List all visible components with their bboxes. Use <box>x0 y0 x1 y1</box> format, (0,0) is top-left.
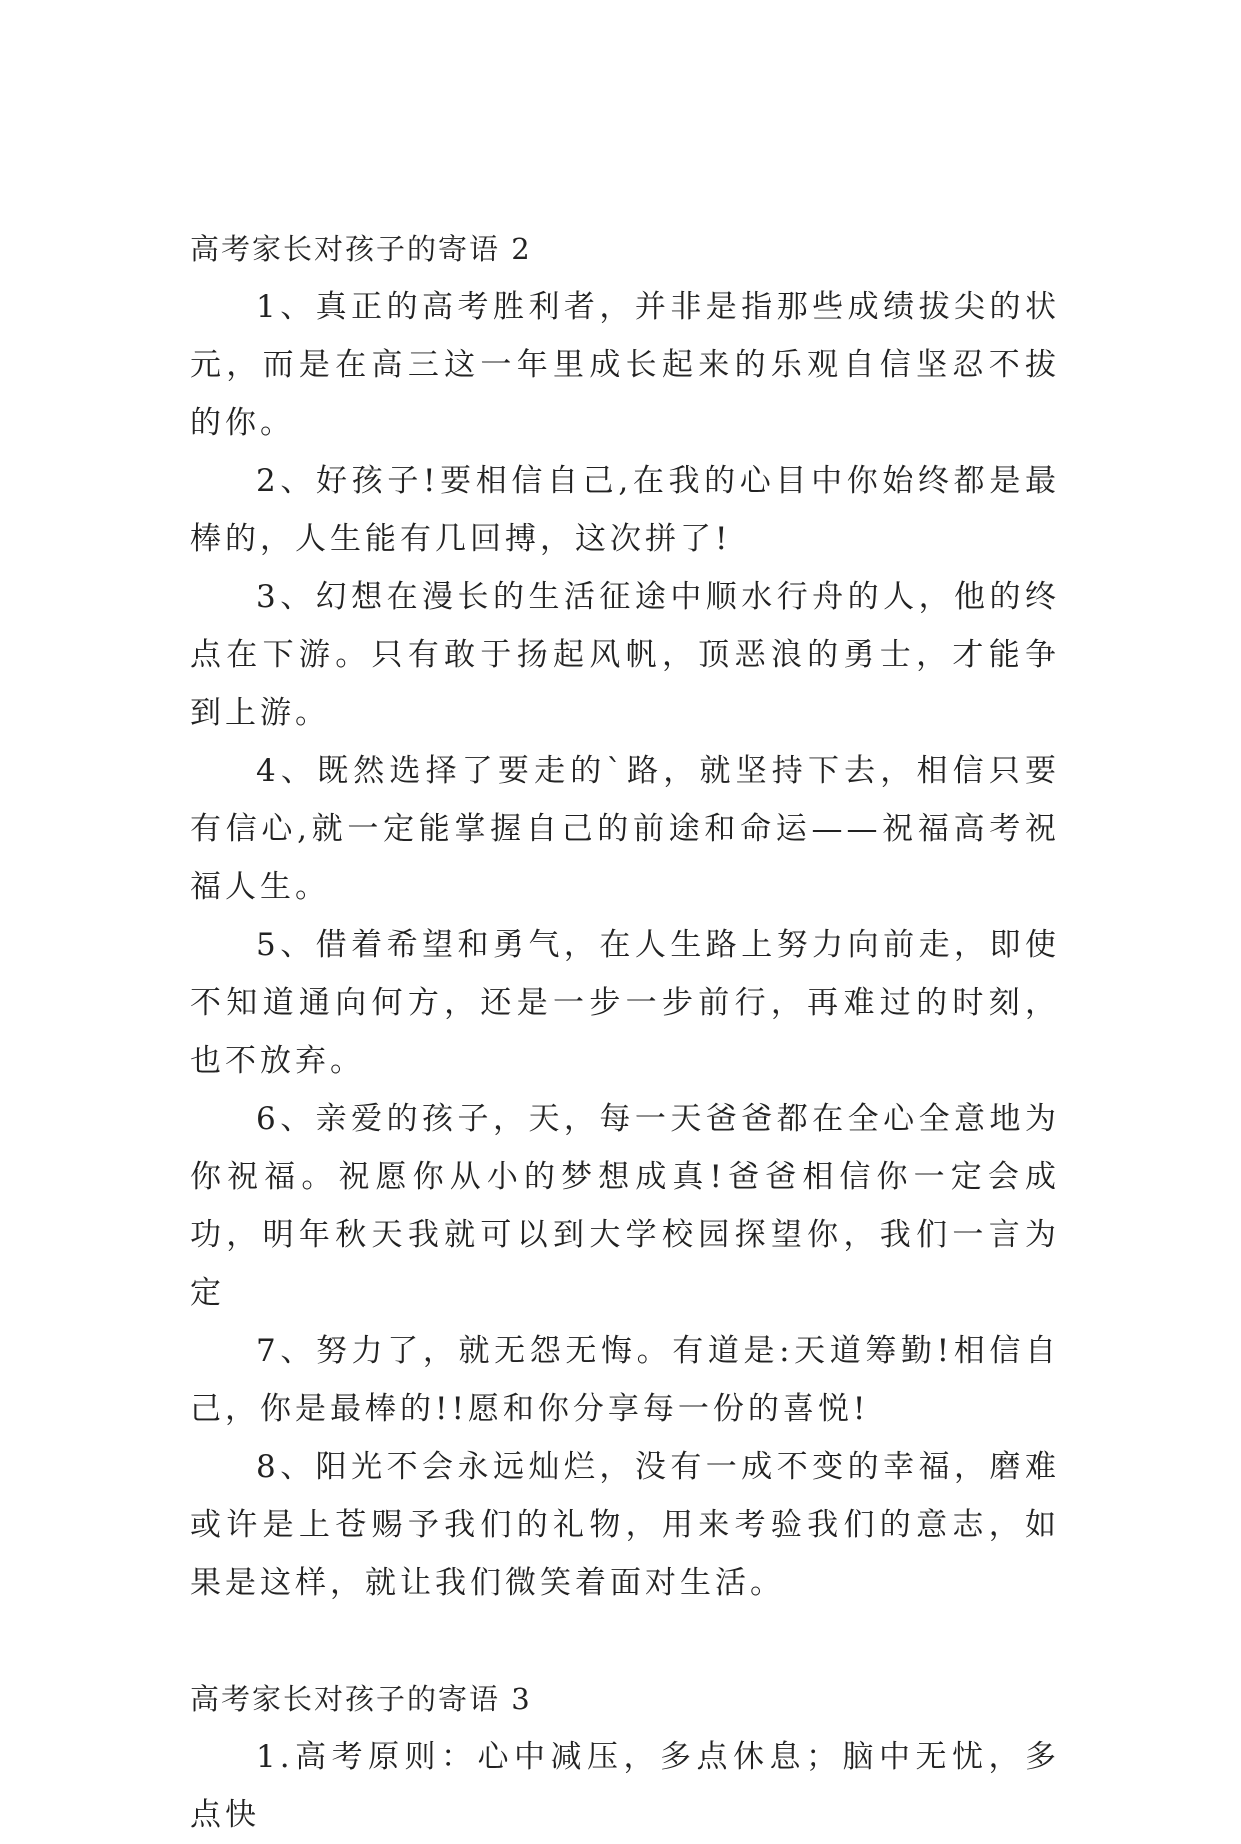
paragraph: 5、借着希望和勇气，在人生路上努力向前走，即使不知道通向何方，还是一步一步前行，再难过的时刻，也不放弃。 <box>190 927 1060 1079</box>
paragraph: 1、真正的高考胜利者，并非是指那些成绩拔尖的状元，而是在高三这一年里成长起来的乐观自信坚忍不拔的你。 <box>190 289 1060 441</box>
section-3 <box>190 1670 1060 1844</box>
section-heading: 高考家长对孩子的寄语 3 <box>190 1682 532 1716</box>
section-divider <box>190 1612 1060 1670</box>
paragraph: 2、好孩子!要相信自己,在我的心目中你始终都是最棒的，人生能有几回搏，这次拼了! <box>190 463 1060 557</box>
paragraph: 3、幻想在漫长的生活征途中顺水行舟的人，他的终点在下游。只有敢于扬起风帆，顶恶浪的勇士，才能争到上游。 <box>190 579 1060 731</box>
paragraph: 8、阳光不会永远灿烂，没有一成不变的幸福，磨难或许是上苍赐予我们的礼物，用来考验我们的意志，如果是这样，就让我们微笑着面对生活。 <box>190 1449 1060 1601</box>
paragraph: 4、既然选择了要走的`路，就坚持下去，相信只要有信心,就一定能掌握自己的前途和命运——祝福高考祝福人生。 <box>190 753 1060 905</box>
section-2 <box>190 220 1060 1612</box>
paragraph: 1.高考原则：心中减压，多点休息；脑中无忧，多点快 <box>190 1739 1060 1833</box>
document-body <box>190 220 1060 1844</box>
section-heading: 高考家长对孩子的寄语 2 <box>190 232 532 266</box>
paragraph: 6、亲爱的孩子，天，每一天爸爸都在全心全意地为你祝福。祝愿你从小的梦想成真!爸爸相信你一定会成功，明年秋天我就可以到大学校园探望你，我们一言为定 <box>190 1101 1060 1311</box>
paragraph: 7、努力了，就无怨无悔。有道是:天道筹勤!相信自己，你是最棒的!!愿和你分享每一份的喜悦! <box>190 1333 1060 1427</box>
